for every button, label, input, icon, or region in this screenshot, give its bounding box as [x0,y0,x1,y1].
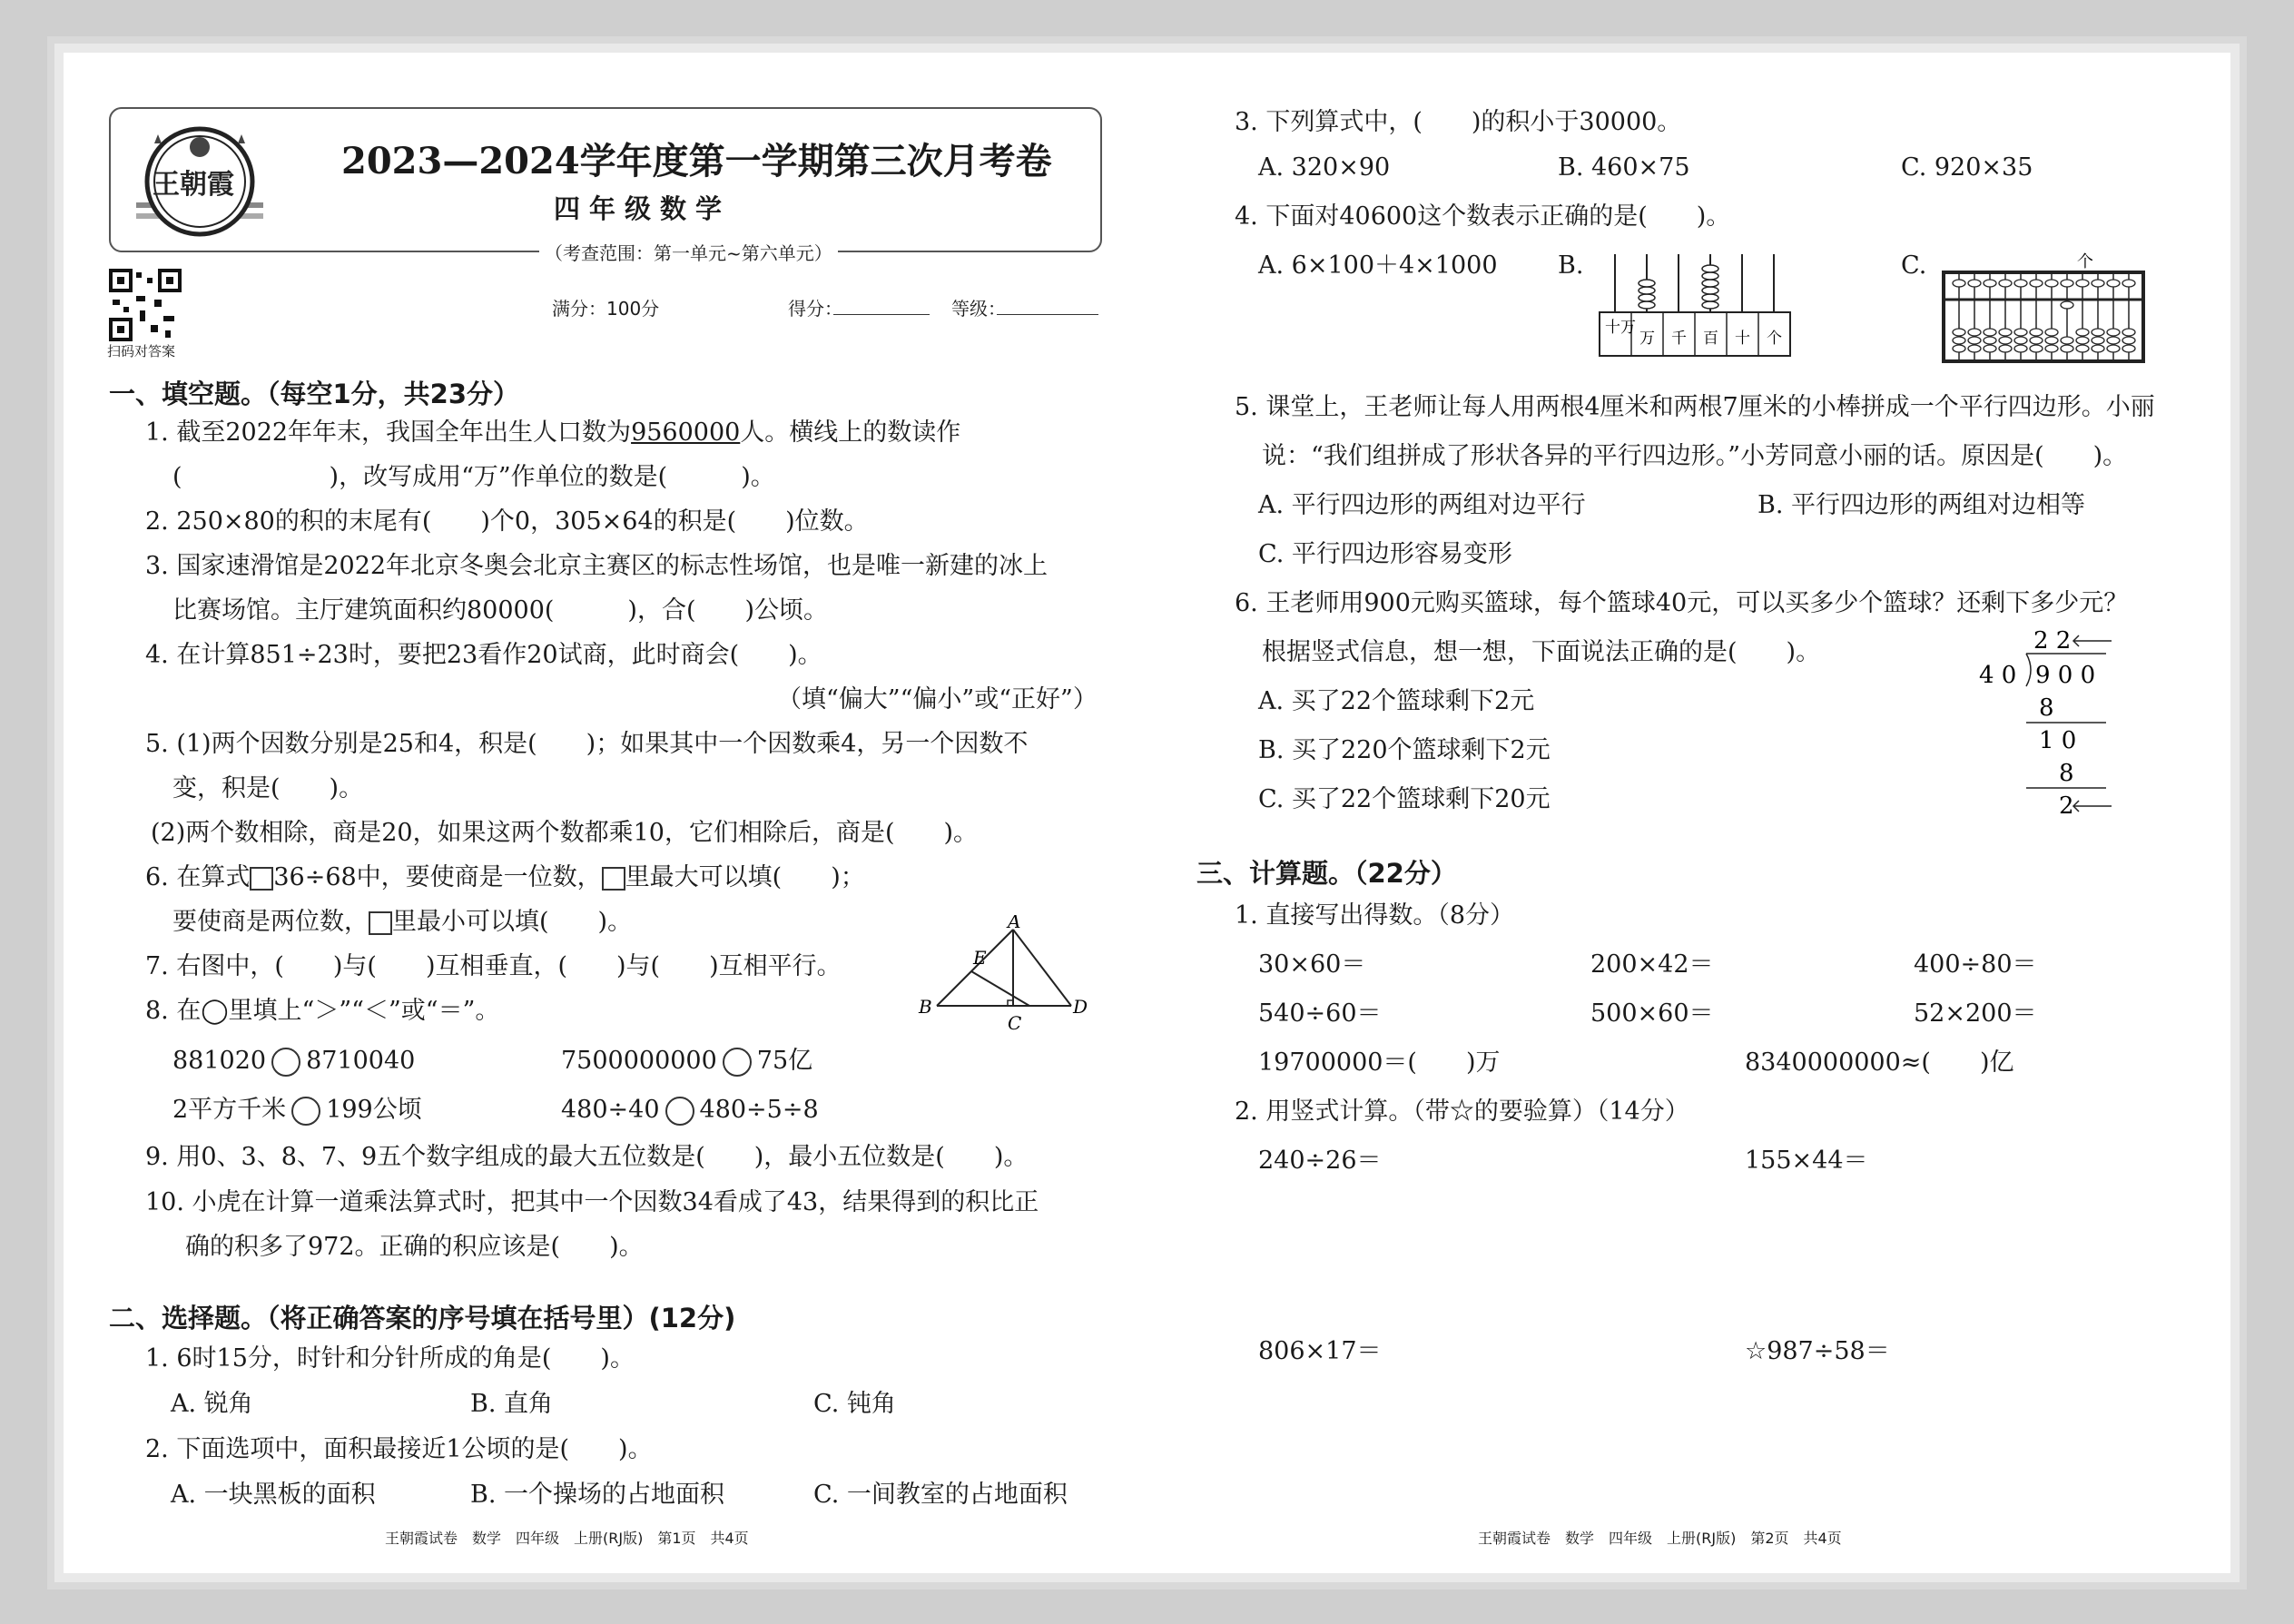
s3-q1-item4: 540÷60＝ [1258,999,1382,1028]
s1-q10-line1: 10. 小虎在计算一道乘法算式时，把其中一个因数34看成了43，结果得到的积比正 [145,1188,1039,1216]
div-dividend: 9 0 0 [2035,662,2096,689]
grade-label: 等级： [951,298,1006,320]
full-score: 满分：100分 [552,298,660,320]
col-hundred-thousand: 十万 [1605,319,1636,337]
exam-title: 2023—2024学年度第一学期第三次月考卷 [341,140,1052,182]
label-d: D [1073,996,1088,1018]
s2-q6-opt-c[interactable]: C. 买了22个篮球剩下20元 [1258,785,1551,813]
s2-q4-opt-a[interactable]: A. 6×100＋4×1000 [1258,251,1498,280]
s3-q1-item5: 500×60＝ [1590,999,1714,1028]
label-b: B [919,996,932,1018]
s1-q5-line3: (2)两个数相除，商是20，如果这两个数都乘10，它们相除后，商是( )。 [151,819,979,847]
footer-page2: 王朝霞试卷 数学 四年级 上册(RJ版) 第2页 共4页 [1478,1530,1842,1547]
exam-range: （考查范围：第一单元~第六单元） [539,239,838,265]
birth-number: 9560000 [631,418,741,447]
footer-page1: 王朝霞试卷 数学 四年级 上册(RJ版) 第1页 共4页 [385,1530,749,1547]
s1-q7: 7. 右图中，( )与( )互相垂直，( )与( )互相平行。 [145,952,842,980]
s2-q4-opt-c[interactable]: C. [1901,251,1927,280]
s2-q5-line2: 说：“我们组拼成了形状各异的平行四边形。”小芳同意小丽的话。原因是( )。 [1262,442,2128,470]
s3-q1-item6: 52×200＝ [1914,999,2037,1028]
div-step3: 8 [2059,760,2074,787]
div-step2: 1 0 [2039,727,2077,754]
s1-q5-line1: 5. (1)两个因数分别是25和4，积是( )；如果其中一个因数乘4，另一个因数不 [145,730,1029,758]
s2-q1: 1. 6时15分，时针和分针所成的角是( )。 [145,1344,635,1373]
s3-q2: 2. 用竖式计算。（带☆的要验算）（14分） [1235,1097,1689,1126]
label-a: A [1008,915,1021,932]
compare-circle[interactable] [665,1097,694,1126]
s1-q6-line1: 6. 在算式 36÷68中，要使商是一位数， 里最大可以填( )； [145,863,865,891]
div-remainder: 2 [2059,792,2074,820]
s2-q4-opt-b[interactable]: B. [1558,251,1584,280]
s1-q10-line2: 确的积多了972。正确的积应该是( )。 [185,1233,644,1261]
s2-q2-opt-c[interactable]: C. 一间教室的占地面积 [813,1481,1068,1509]
square-blank-icon [602,867,625,891]
s2-q6-line1: 6. 王老师用900元购买篮球，每个篮球40元，可以买多少个篮球？还剩下多少元？ [1235,589,2129,617]
s2-q2-opt-b[interactable]: B. 一个操场的占地面积 [470,1481,725,1509]
s1-q8-item1: 881020 8710040 [172,1047,416,1075]
s1-q1-line2: ( )，改写成用“万”作单位的数是( )。 [172,463,775,491]
col-ten-thousand: 万 [1639,330,1655,348]
s1-q9: 9. 用0、3、8、7、9五个数字组成的最大五位数是( )，最小五位数是( )。 [145,1143,1029,1171]
col-thousand: 千 [1671,330,1687,348]
s2-q3-opt-b[interactable]: B. 460×75 [1558,153,1690,182]
s1-q3-line1: 3. 国家速滑馆是2022年北京冬奥会北京主赛区的标志性场馆，也是唯一新建的冰上 [145,552,1049,580]
s1-q8-item2: 7500000000 75亿 [561,1047,813,1075]
col-ten: 十 [1735,330,1750,348]
s2-q5-opt-b[interactable]: B. 平行四边形的两组对边相等 [1757,491,2086,519]
s1-q8-item4: 480÷40 480÷5÷8 [561,1096,819,1124]
s1-q6-line2: 要使商是两位数， 里最小可以填( )。 [172,908,633,936]
col-hundred: 百 [1703,330,1718,348]
compare-circle[interactable] [291,1097,320,1126]
s2-q2: 2. 下面选项中，面积最接近1公顷的是( )。 [145,1435,653,1463]
s1-q3-line2: 比赛场馆。主厅建筑面积约80000( )，合( )公顷。 [172,596,829,625]
s3-q1-item7: 19700000＝( )万 [1258,1048,1501,1077]
grade-blank[interactable] [997,314,1098,315]
section1-title: 一、填空题。（每空1分，共23分） [109,379,520,409]
s2-q1-opt-a[interactable]: A. 锐角 [171,1390,253,1418]
s2-q3: 3. 下列算式中，( )的积小于30000。 [1235,108,1682,136]
s2-q6-opt-a[interactable]: A. 买了22个篮球剩下2元 [1258,687,1535,715]
square-blank-icon [250,867,273,891]
s1-q4-hint: （填“偏大”“偏小”或“正好”） [777,685,1098,714]
s2-q2-opt-a[interactable]: A. 一块黑板的面积 [171,1481,376,1509]
s2-q3-opt-a[interactable]: A. 320×90 [1258,153,1391,182]
long-division-figure [1979,625,2115,826]
s1-q8-item3: 2平方千米 199公顷 [172,1096,422,1124]
div-divisor: 4 0 [1979,662,2017,689]
compare-circle[interactable] [271,1048,300,1077]
s3-q1-item3: 400÷80＝ [1914,950,2037,979]
s3-q1-item2: 200×42＝ [1590,950,1714,979]
s2-q3-opt-c[interactable]: C. 920×35 [1901,153,2033,182]
geometry-figure [917,915,1098,1035]
col-one: 个 [1767,330,1782,348]
s3-q2-item4: ☆987÷58＝ [1745,1337,1890,1365]
s3-q1-item8: 8340000000≈( )亿 [1745,1048,2014,1077]
label-e: E [973,947,987,969]
qr-code-icon [109,269,182,341]
s2-q5-line1: 5. 课堂上，王老师让每人用两根4厘米和两根7厘米的小棒拼成一个平行四边形。小丽 [1235,393,2155,421]
s2-q5-opt-a[interactable]: A. 平行四边形的两组对边平行 [1258,491,1586,519]
qr-caption: 扫码对答案 [107,343,176,359]
s3-q2-item2: 155×44＝ [1745,1147,1868,1175]
label-c: C [1008,1012,1022,1034]
s3-q2-item1: 240÷26＝ [1258,1147,1382,1175]
s3-q2-item3: 806×17＝ [1258,1337,1382,1365]
square-blank-icon [369,911,392,935]
s2-q6-line2: 根据竖式信息，想一想，下面说法正确的是( )。 [1262,638,1821,666]
logo-text: 王朝霞 [153,169,234,201]
s2-q6-opt-b[interactable]: B. 买了220个篮球剩下2元 [1258,736,1551,764]
s3-q1: 1. 直接写出得数。（8分） [1235,901,1515,930]
s2-q1-opt-b[interactable]: B. 直角 [470,1390,554,1418]
abacus-ones-label: 个 [2077,252,2093,271]
div-step1: 8 [2039,694,2054,722]
s2-q1-opt-c[interactable]: C. 钝角 [813,1390,896,1418]
s1-q8: 8. 在◯里填上“＞”“＜”或“＝”。 [145,997,500,1025]
s3-q1-item1: 30×60＝ [1258,950,1366,979]
section3-title: 三、计算题。（22分） [1196,858,1457,889]
s1-q4: 4. 在计算851÷23时，要把23看作20试商，此时商会( )。 [145,641,822,669]
s1-q1-line1: 1. 截至2022年年末，我国全年出生人口数为9560000人。横线上的数读作 [145,418,961,447]
section2-title: 二、选择题。（将正确答案的序号填在括号里）(12分) [109,1303,736,1334]
exam-header [109,107,1102,252]
compare-circle[interactable] [723,1048,752,1077]
s1-q2: 2. 250×80的积的末尾有( )个0，305×64的积是( )位数。 [145,507,869,536]
s1-q5-line2: 变，积是( )。 [172,774,364,802]
score-label: 得分： [788,298,842,320]
abacus-icon [1941,247,2146,365]
s2-q5-opt-c[interactable]: C. 平行四边形容易变形 [1258,540,1512,568]
counting-frame-icon [1594,245,1794,361]
score-blank[interactable] [833,314,930,315]
div-quotient: 2 2 [2033,627,2072,655]
s2-q4: 4. 下面对40600这个数表示正确的是( )。 [1235,202,1731,231]
exam-subtitle: 四年级数学 [554,193,732,224]
